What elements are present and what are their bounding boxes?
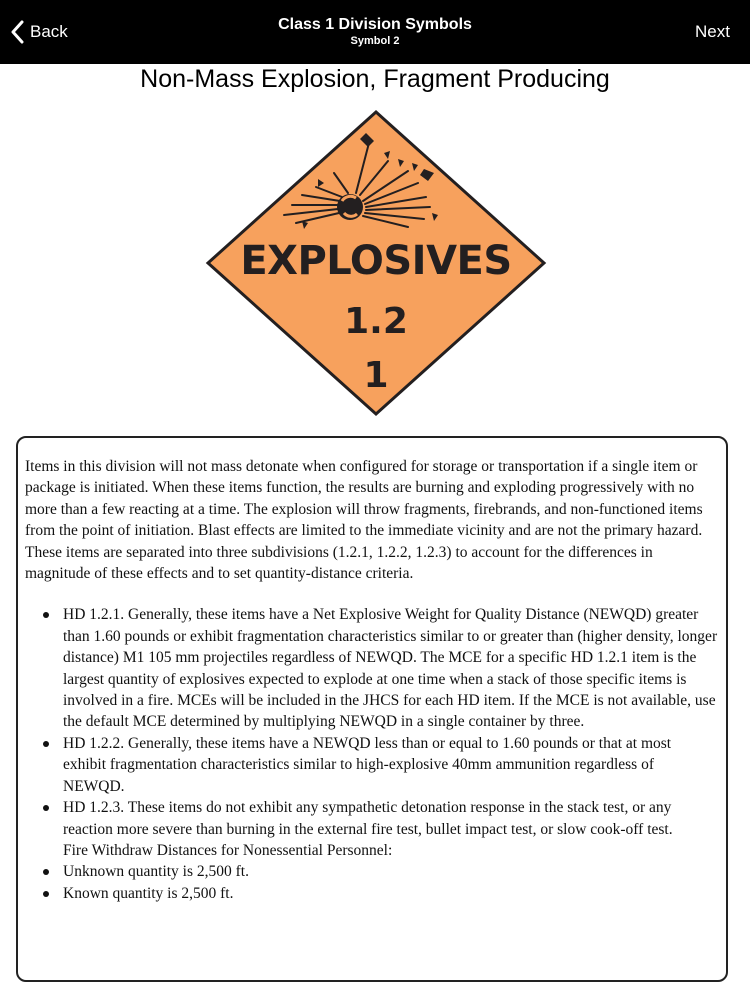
navigation-bar: [0, 0, 750, 64]
next-button[interactable]: Next: [695, 22, 730, 41]
placard-division-number: 1.2: [344, 301, 408, 342]
page-title: Non-Mass Explosion, Fragment Producing: [140, 65, 610, 93]
list-item: HD 1.2.2. Generally, these items have a NEWQD less than or equal to 1.60 pounds or that at most exhibit fragmentation characteristics similar to high-explosive 40mm ammunition regardless of NEWQD.: [25, 733, 718, 797]
nav-subtitle: Symbol 2: [350, 35, 400, 47]
list-item: HD 1.2.1. Generally, these items have a Net Explosive Weight for Quality Distance (NEWQD) greater than 1.60 pounds or exhibit fragmentation characteristics similar to or greater than (higher density, longer distance) M1 105 mm projectiles regardless of NEWQD. The MCE for a specific HD 1.2.1 item is the largest quantity of explosives expected to explode at one time when a stack of those specific items is involved in a fire. MCEs will be included in the JHCS for each HD item. If the MCE is not available, use the default MCE determined by multiplying NEWQD in a single container by three.: [25, 604, 718, 732]
back-button[interactable]: [10, 0, 68, 64]
placard-class-number: 1: [363, 355, 389, 396]
list-item: HD 1.2.3. These items do not exhibit any sympathetic detonation response in the stack test, or any reaction more severe than burning in the external fire test, bullet impact test, or slow cook-off test.: [25, 797, 718, 840]
description-panel: [16, 436, 728, 982]
nav-title: Class 1 Division Symbols: [278, 16, 472, 33]
chevron-left-icon: [10, 20, 24, 44]
fire-withdraw-heading: Fire Withdraw Distances for Nonessential Personnel:: [63, 841, 393, 859]
back-button-label: Back: [30, 22, 68, 41]
explosives-placard: [198, 103, 554, 423]
placard-label: EXPLOSIVES: [240, 238, 512, 284]
description-intro: Items in this division will not mass detonate when configured for storage or transportation if a single item or package is initiated. When these items function, the results are burning and exploding progressively with no more than a few reacting at a time. The explosion will throw fragments, firebrands, and non-functioned items from the point of initiation. Blast effects are limited to the immediate vicinity and are not the primary hazard. These items are separated into three subdivisions (1.2.1, 1.2.2, 1.2.3) to account for the differences in magnitude of these effects and to set quantity-distance criteria.: [25, 458, 703, 583]
list-item: Unknown quantity is 2,500 ft.: [25, 861, 718, 882]
list-item: Known quantity is 2,500 ft.: [25, 883, 718, 904]
nav-title-group: [0, 0, 750, 64]
subdivision-list: [25, 604, 718, 904]
